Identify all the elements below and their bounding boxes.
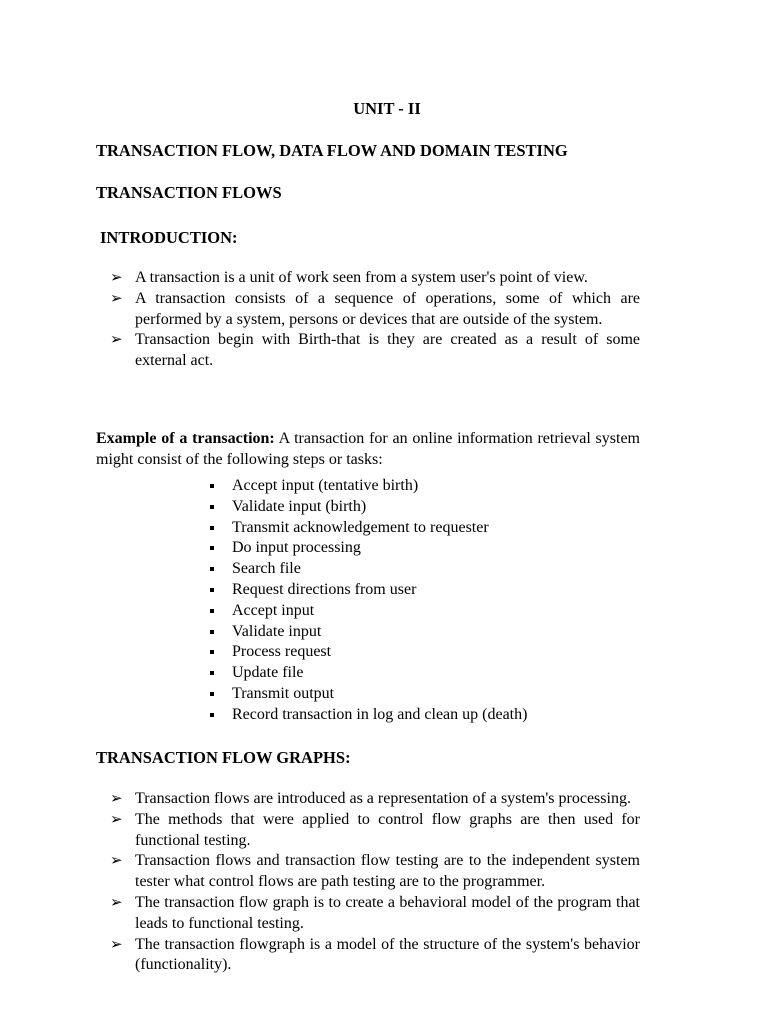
- list-item: [110, 289, 640, 331]
- square-bullet-icon: [210, 546, 214, 550]
- list-item: [208, 538, 527, 559]
- list-item: [208, 497, 527, 518]
- list-item-text: Transaction flows and transaction flow testing are to the independent system tester what control flows are path testing are to the programmer.: [135, 852, 640, 891]
- step-text: Transmit output: [232, 684, 335, 702]
- arrow-bullet-icon: ➢: [110, 290, 123, 307]
- example-paragraph: [96, 428, 640, 470]
- arrow-bullet-icon: ➢: [110, 811, 123, 828]
- square-bullet-icon: [210, 484, 214, 488]
- square-bullet-icon: [210, 505, 214, 509]
- flow-graphs-list: [110, 789, 640, 976]
- list-item: [110, 810, 640, 852]
- square-bullet-icon: [210, 526, 214, 530]
- list-item-text: The transaction flowgraph is a model of the structure of the system's behavior (functionality).: [135, 935, 640, 974]
- example-text: A transaction for an online information retrieval system might consist of the following steps or tasks:: [96, 430, 640, 468]
- list-item: [208, 622, 527, 643]
- step-text: Validate input (birth): [232, 497, 367, 515]
- square-bullet-icon: [210, 567, 214, 571]
- step-text: Accept input (tentative birth): [232, 477, 419, 494]
- list-item-text: A transaction is a unit of work seen from a system user's point of view.: [135, 269, 588, 286]
- chapter-title: TRANSACTION FLOW, DATA FLOW AND DOMAIN TESTING: [96, 141, 568, 160]
- list-item-text: Transaction begin with Birth-that is they are created as a result of some external act.: [135, 331, 640, 370]
- list-item-text: Transaction flows are introduced as a representation of a system's processing.: [135, 790, 631, 807]
- arrow-bullet-icon: ➢: [110, 791, 123, 807]
- list-item: [208, 580, 527, 601]
- list-item: [208, 663, 527, 684]
- step-text: Transmit acknowledgement to requester: [232, 518, 489, 536]
- step-text: Process request: [232, 643, 332, 661]
- step-text: Update file: [232, 664, 304, 682]
- arrow-bullet-icon: ➢: [110, 270, 123, 286]
- list-item-text: The transaction flow graph is to create a behavioral model of the program that leads to functional testing.: [135, 893, 640, 932]
- list-item: [110, 268, 640, 289]
- list-item: [208, 559, 527, 580]
- list-item: [208, 705, 527, 726]
- transaction-steps-list: [208, 476, 527, 726]
- flow-graphs-heading: TRANSACTION FLOW GRAPHS:: [96, 748, 351, 767]
- example-label: Example of a transaction:: [96, 430, 275, 447]
- step-text: Record transaction in log and clean up (death): [232, 705, 528, 723]
- arrow-bullet-icon: ➢: [110, 894, 123, 911]
- square-bullet-icon: [210, 713, 214, 717]
- list-item: [110, 935, 640, 977]
- step-text: Do input processing: [232, 539, 361, 557]
- arrow-bullet-icon: ➢: [110, 936, 123, 953]
- square-bullet-icon: [210, 609, 214, 613]
- introduction-list: [110, 268, 640, 372]
- list-item: [208, 642, 527, 663]
- square-bullet-icon: [210, 671, 214, 675]
- list-item: [208, 518, 527, 539]
- section-title: TRANSACTION FLOWS: [96, 183, 282, 202]
- list-item: [208, 601, 527, 622]
- arrow-bullet-icon: ➢: [110, 332, 123, 349]
- list-item-text: The methods that were applied to control flow graphs are then used for functional testing.: [135, 810, 640, 849]
- square-bullet-icon: [210, 588, 214, 592]
- square-bullet-icon: [210, 650, 214, 654]
- list-item: [208, 476, 527, 497]
- step-text: Request directions from user: [232, 580, 417, 598]
- square-bullet-icon: [210, 692, 214, 696]
- list-item: [110, 893, 640, 935]
- step-text: Search file: [232, 560, 301, 578]
- unit-title: UNIT - II: [353, 99, 421, 118]
- step-text: Accept input: [232, 601, 315, 619]
- arrow-bullet-icon: ➢: [110, 853, 123, 870]
- step-text: Validate input: [232, 622, 322, 640]
- list-item: [110, 330, 640, 372]
- introduction-heading: INTRODUCTION:: [100, 228, 238, 247]
- list-item: [110, 789, 640, 810]
- list-item: [208, 684, 527, 705]
- square-bullet-icon: [210, 630, 214, 634]
- list-item: [110, 851, 640, 893]
- list-item-text: A transaction consists of a sequence of operations, some of which are performed by a system, persons or devices that are outside of the system.: [135, 289, 640, 328]
